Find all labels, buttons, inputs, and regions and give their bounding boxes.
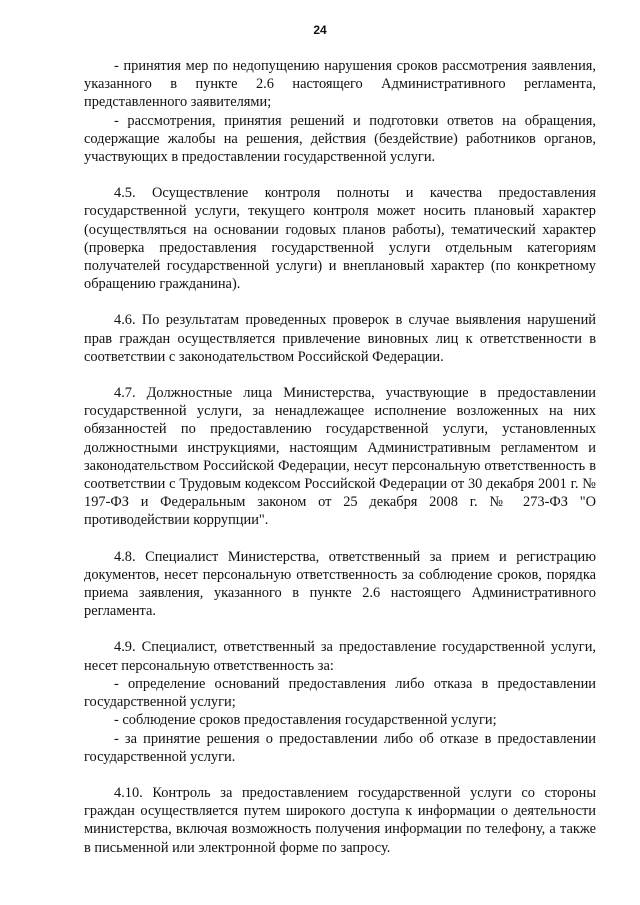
paragraph-4-9: 4.9. Специалист, ответственный за предоставление государственной услуги, несет персональную ответственность за: <box>84 639 596 674</box>
page-number: 24 <box>313 23 327 37</box>
paragraph-list-item: - рассмотрения, принятия решений и подготовки ответов на обращения, содержащие жалобы на решения, действия (бездействие) работников органов, участвующих в предоставлении государственной услуги. <box>84 112 596 166</box>
paragraph-4-7: 4.7. Должностные лица Министерства, участвующие в предоставлении государственной услуги, за ненадлежащее исполнение возложенных на них обязанностей по предоставлению государственной услуги, установленных должностными инструкциями, настоящим Административным регламентом и законодательством Российской Федерации, несут персональную ответственность в соответствии с Трудовым кодексом Российской Федерации от 30 декабря 2001 г. № 197-ФЗ и Федеральным законом от 25 декабря 2008 г. № 273-ФЗ "О противодействии коррупции". <box>84 385 596 529</box>
document-body <box>84 57 596 857</box>
paragraph-4-6: 4.6. По результатам проведенных проверок в случае выявления нарушений прав граждан осуществляется привлечение виновных лиц к ответственности в соответствии с законодательством Российской Федерации. <box>84 312 596 365</box>
paragraph-list-item: - за принятие решения о предоставлении либо об отказе в предоставлении государственной услуги. <box>84 730 596 765</box>
paragraph-4-5: 4.5. Осуществление контроля полноты и качества предоставления государственной услуги, текущего контроля может носить плановый характер (осуществляться на основании годовых планов работы), тематический характер (проверка предоставления государственной услуги отдельным категориям получателей государственной услуги) и внеплановый характер (по конкретному обращению гражданина). <box>84 185 596 293</box>
paragraph-list-item: - определение оснований предоставления либо отказа в предоставлении государственной услуги; <box>84 675 596 711</box>
paragraph-list-item: - принятия мер по недопущению нарушения сроков рассмотрения заявления, указанного в пункте 2.6 настоящего Административного регламента, представленного заявителями; <box>84 58 596 111</box>
paragraph-list-item: - соблюдение сроков предоставления государственной услуги; <box>114 712 497 729</box>
paragraph-4-8: 4.8. Специалист Министерства, ответственный за прием и регистрацию документов, несет персональную ответственность за соблюдение сроков, порядка приема заявления, указанного в пункте 2.6 настоящего Административного регламента. <box>84 548 596 620</box>
paragraph-4-10: 4.10. Контроль за предоставлением государственной услуги со стороны граждан осуществляется путем широкого доступа к информации о деятельности министерства, включая возможность получения информации по телефону, а также в письменной или электронной форме по запросу. <box>84 784 596 856</box>
